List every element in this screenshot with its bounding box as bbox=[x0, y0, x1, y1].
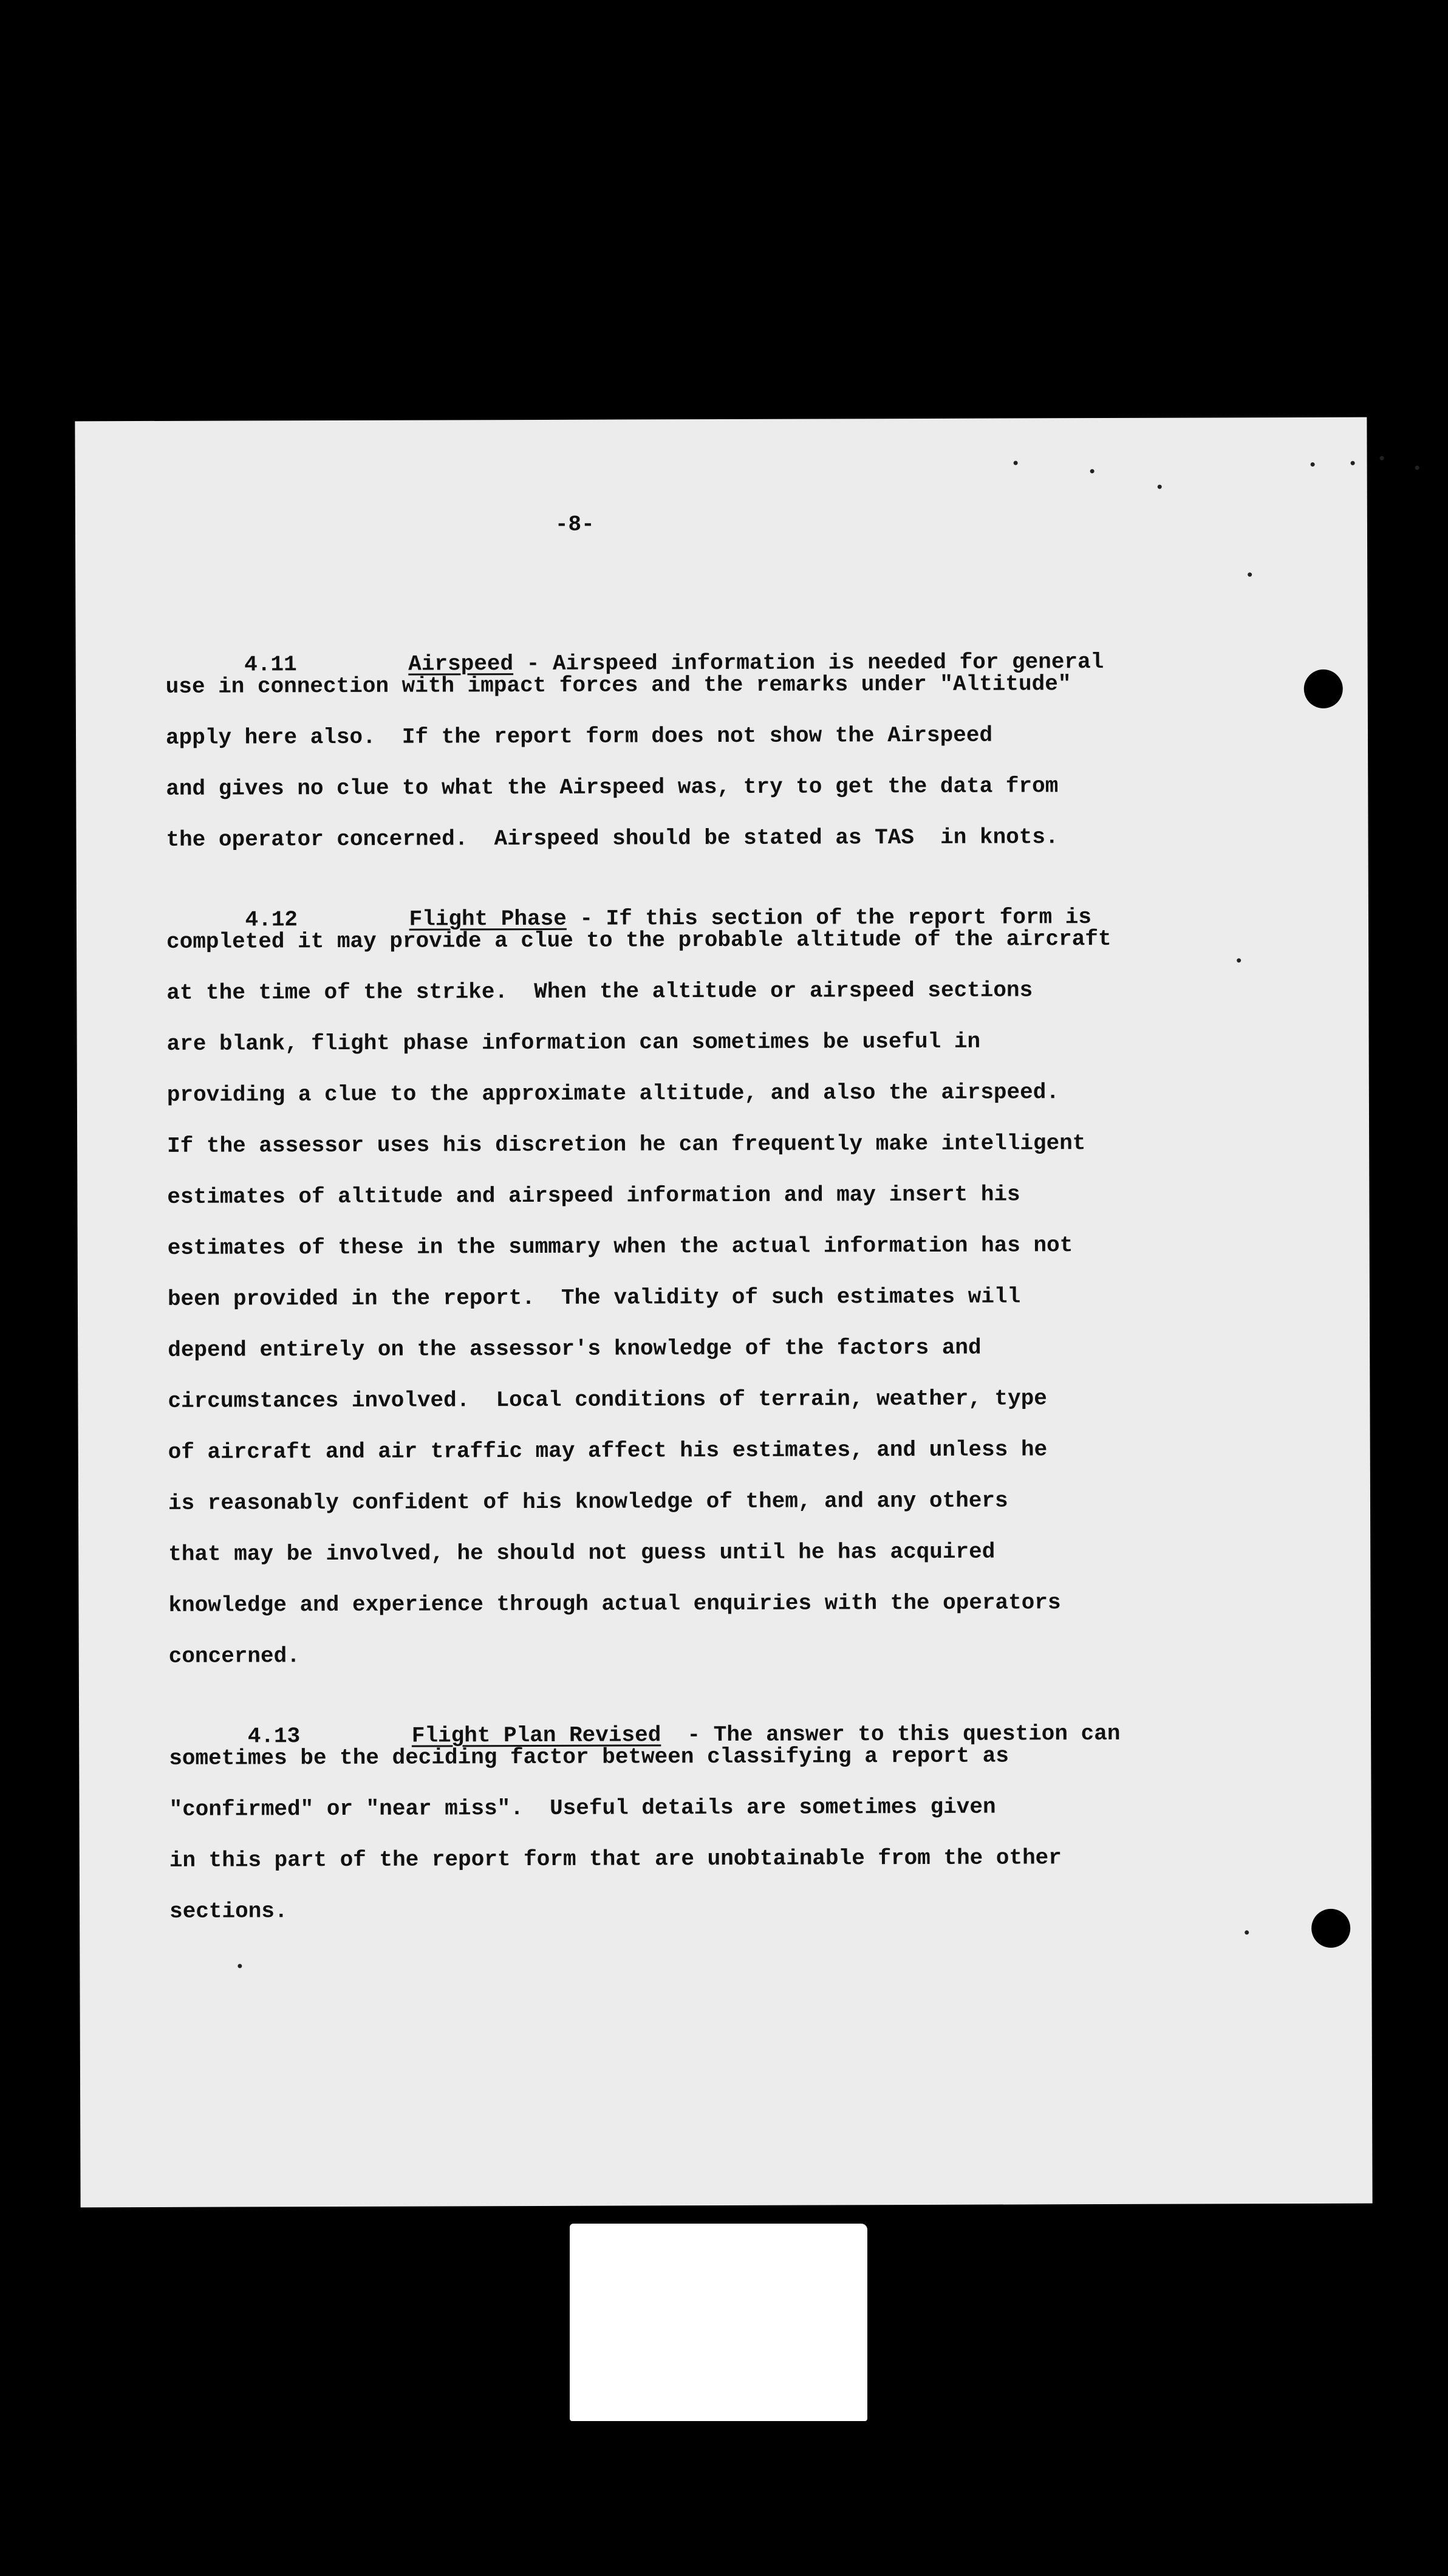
scan-speck bbox=[1245, 1930, 1249, 1934]
text-line: sometimes be the deciding factor between classifying a report as bbox=[169, 1743, 1009, 1771]
text-line: is reasonably confident of his knowledge of them, and any others bbox=[168, 1488, 1008, 1516]
scan-speck bbox=[1090, 469, 1095, 473]
section-first-line: - Airspeed information is needed for general bbox=[513, 649, 1104, 677]
scan-speck bbox=[1237, 958, 1241, 962]
text-line: completed it may provide a clue to the probable altitude of the aircraft bbox=[166, 926, 1112, 954]
document-page bbox=[75, 417, 1372, 2208]
section-first-line: - If this section of the report form is bbox=[566, 905, 1092, 931]
text-line: circumstances involved. Local conditions of terrain, weather, type bbox=[168, 1386, 1047, 1414]
punch-hole bbox=[1304, 670, 1343, 708]
section-number: 4.12 bbox=[245, 907, 298, 933]
text-line: concerned. bbox=[168, 1643, 300, 1669]
scan-speck bbox=[1415, 465, 1419, 470]
section-first-line: - The answer to this question can bbox=[661, 1721, 1121, 1748]
text-line: providing a clue to the approximate altitude, and also the airspeed. bbox=[166, 1080, 1059, 1108]
section-number: 4.13 bbox=[247, 1724, 301, 1749]
page-number: -8- bbox=[555, 512, 595, 537]
section-heading-line bbox=[166, 874, 1092, 933]
scan-speck bbox=[237, 1964, 242, 1968]
text-line: estimates of these in the summary when the actual information has not bbox=[167, 1233, 1073, 1261]
text-line: If the assessor uses his discretion he can frequently make intelligent bbox=[167, 1131, 1086, 1159]
section-title: Airspeed bbox=[408, 651, 514, 677]
text-line: the operator concerned. Airspeed should be stated as TAS in knots. bbox=[166, 824, 1059, 852]
text-line: and gives no clue to what the Airspeed was, try to get the data from bbox=[166, 773, 1059, 801]
text-line: that may be involved, he should not guess until he has acquired bbox=[168, 1539, 995, 1567]
text-line: are blank, flight phase information can sometimes be useful in bbox=[166, 1029, 981, 1057]
text-line: estimates of altitude and airspeed information and may insert his bbox=[167, 1182, 1020, 1210]
text-line: knowledge and experience through actual enquiries with the operators bbox=[168, 1590, 1061, 1618]
scan-speck bbox=[1351, 461, 1355, 465]
text-line: depend entirely on the assessor's knowledge of the factors and bbox=[168, 1335, 982, 1363]
section-title: Flight Plan Revised bbox=[411, 1722, 661, 1749]
text-line: sections. bbox=[169, 1899, 288, 1924]
section-heading-line bbox=[165, 618, 1104, 677]
text-line: "confirmed" or "near miss". Useful details are sometimes given bbox=[169, 1794, 996, 1822]
scan-speck bbox=[1158, 485, 1162, 489]
section-number: 4.11 bbox=[244, 652, 297, 677]
punch-hole bbox=[1311, 1909, 1350, 1948]
scan-speck bbox=[1311, 462, 1315, 467]
text-line: been provided in the report. The validity of such estimates will bbox=[167, 1284, 1021, 1312]
white-card-tab bbox=[570, 2224, 867, 2421]
text-line: at the time of the strike. When the altitude or airspeed sections bbox=[166, 978, 1033, 1005]
scan-speck bbox=[1380, 456, 1384, 461]
section-heading-line bbox=[169, 1690, 1121, 1749]
text-line: in this part of the report form that are unobtainable from the other bbox=[169, 1845, 1062, 1873]
text-line: apply here also. If the report form does not show the Airspeed bbox=[165, 722, 993, 750]
section-title: Flight Phase bbox=[409, 906, 567, 932]
text-line: of aircraft and air traffic may affect his estimates, and unless he bbox=[168, 1437, 1048, 1465]
text-line: use in connection with impact forces and the remarks under "Altitude" bbox=[165, 671, 1071, 699]
scan-speck bbox=[1014, 461, 1018, 465]
scan-speck bbox=[1248, 572, 1252, 577]
